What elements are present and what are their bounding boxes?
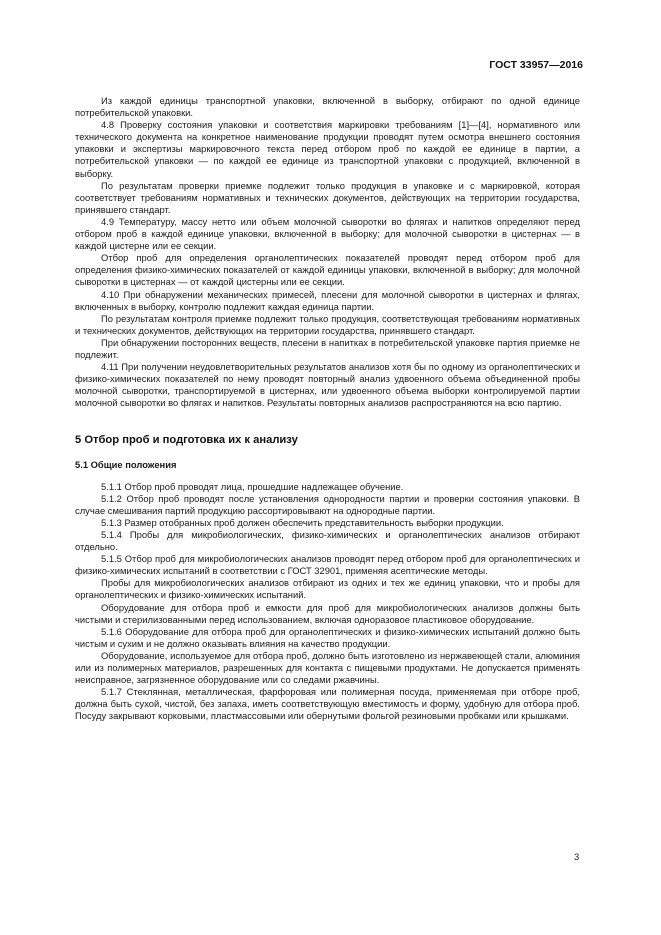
body-paragraph: При обнаружении посторонних веществ, плесени в напитках в потребительской упаковке партия приемке не подлежит. — [75, 336, 580, 360]
body-paragraph: По результатам контроля приемке подлежит только продукция, соответствующая требованиям нормативных и технических документов, действующих на территории государства, принявшего стандарт. — [75, 312, 580, 336]
body-paragraph: Отбор проб для определения органолептических показателей проводят перед отбором проб для определения физико-химических показателей от каждой единицы упаковки, включенной в выборку; для молочной сыворотки в цистернах — от каждой цистерны или ее секции. — [75, 252, 580, 288]
body-paragraph: Оборудование, используемое для отбора проб, должно быть изготовлено из нержавеющей стали, алюминия или из полимерных материалов, разрешенных для контакта с пищевыми продуктами. Не допускается применять неисправное, загрязненное оборудование или со следами ржавчины. — [75, 649, 580, 686]
section-5-heading: 5 Отбор проб и подготовка их к анализу — [75, 434, 298, 447]
body-paragraph: Пробы для микробиологических анализов отбирают из одних и тех же единиц упаковки, что и пробы для органолептических и физико-химических испытаний. — [75, 577, 580, 601]
body-paragraph: По результатам проверки приемке подлежит только продукция в упаковке и с маркировкой, которая соответствует требованиям нормативных и технических документов, действующих на территории государства, принявшего стандарт. — [75, 179, 580, 215]
document-id-header: ГОСТ 33957—2016 — [489, 59, 583, 71]
body-paragraph: Из каждой единицы транспортной упаковки, включенной в выборку, отбирают по одной единице потребительской упаковки. — [75, 95, 580, 119]
body-paragraph: Оборудование для отбора проб и емкости для проб для микробиологических анализов должны быть чистыми и стерилизованными перед использованием, включая одноразовое пластиковое оборудование. — [75, 601, 580, 625]
clause-4-8: 4.8 Проверку состояния упаковки и соответствия маркировки требованиям [1]—[4], нормативного или технического документа на конкретное наименование продукции проводят путем осмотра внешнего состояния упаковки и экспертизы маркировочного текста перед отбором проб по каждой ее единице в партии, а потребительской упаковки — по каждой ее единице из транспортной упаковки с продукцией, включенной в выборку. — [75, 119, 580, 179]
clause-4-11: 4.11 При получении неудовлетворительных результатов анализов хотя бы по одному из органолептических и физико-химических показателей по нему проводят повторный анализ удвоенного объема объединенной пробы молочной сыворотки, транспортируемой в цистернах, или удвоенного объема выборки контролируемой партии молочной сыворотки во флягах и напитков. Результаты повторных анализов распространяются на всю партию. — [75, 361, 580, 409]
subsection-5-1-heading: 5.1 Общие положения — [75, 458, 177, 470]
clause-5-1-2: 5.1.2 Отбор проб проводят после установления однородности партии и проверки состояния упаковки. В случае смешивания партий продукцию рассортировывают на однородные партии. — [75, 492, 580, 516]
clause-5-1-3: 5.1.3 Размер отобранных проб должен обеспечить представительность выборки продукции. — [101, 516, 504, 528]
clause-5-1-5: 5.1.5 Отбор проб для микробиологических анализов проводят перед отбором проб для органолептических и физико-химических испытаний в соответствии с ГОСТ 32901, применяя асептические методы. — [75, 553, 580, 577]
clause-4-9: 4.9 Температуру, массу нетто или объем молочной сыворотки во флягах и напитков определяют перед отбором проб в каждой единице упаковки, включенной в выборку; для молочной сыворотки в цистернах — в каждой цистерне или ее секции. — [75, 215, 580, 252]
clause-5-1-4: 5.1.4 Пробы для микробиологических, физико-химических и органолептических анализов отбирают отдельно. — [75, 529, 580, 553]
document-body — [75, 95, 580, 723]
clause-5-1-6: 5.1.6 Оборудование для отбора проб для органолептических и физико-химических испытаний должно быть чистым и сухим и не должно оказывать влияния на качество продукции. — [75, 625, 580, 649]
clause-5-1-1: 5.1.1 Отбор проб проводят лица, прошедшие надлежащее обучение. — [101, 480, 404, 492]
clause-5-1-7: 5.1.7 Стеклянная, металлическая, фарфоровая или полимерная посуда, применяемая при отборе проб, должна быть сухой, чистой, без запаха, иметь соответствующую вместимость и форму, удобную для отбора проб. Посуду закрывают корковыми, пластмассовыми или обернутыми фольгой резиновыми пробками или крышками. — [75, 686, 580, 722]
clause-4-10: 4.10 При обнаружении механических примесей, плесени для молочной сыворотки в цистернах и флягах, включенных в выборку, контролю подлежит каждая единица партии. — [75, 288, 580, 312]
page-number: 3 — [574, 851, 580, 862]
